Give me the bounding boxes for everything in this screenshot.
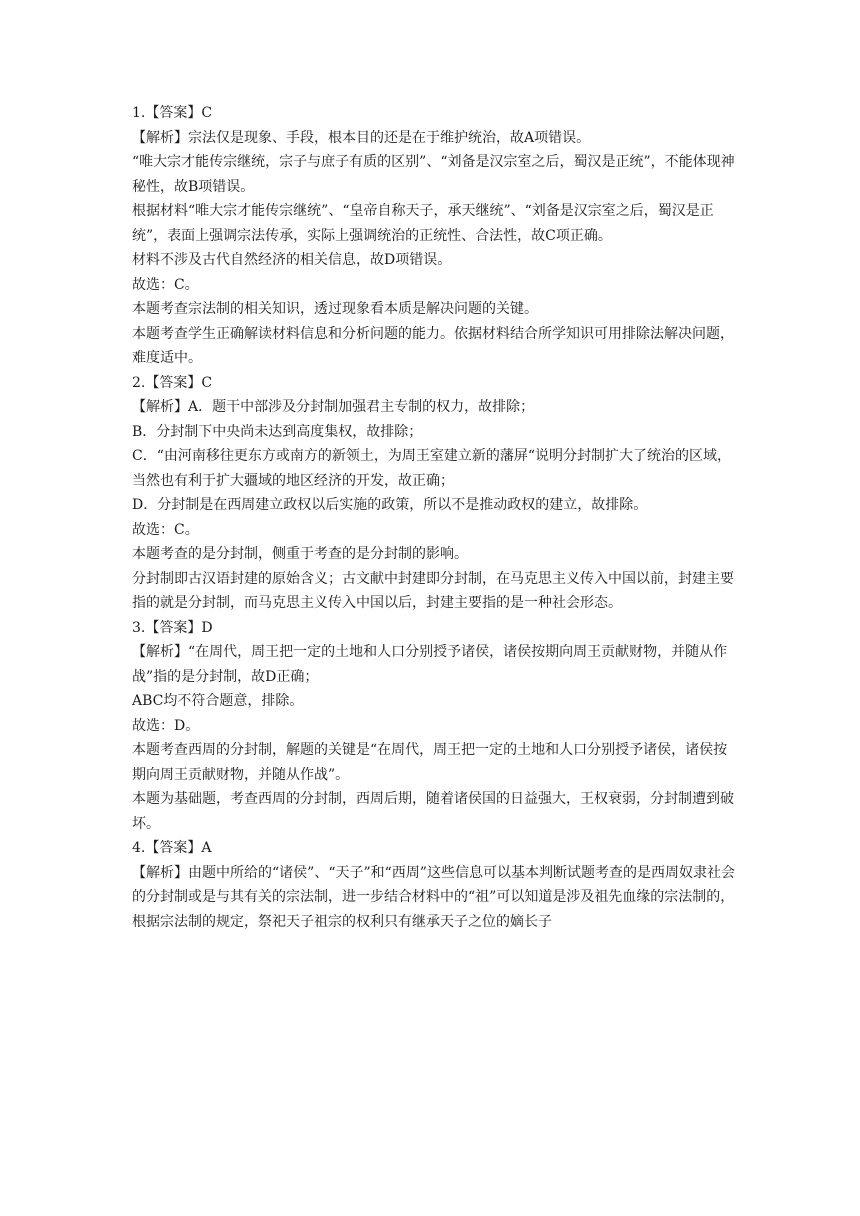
q3-point: 本题考查西周的分封制，解题的关键是“在周代，周王把一定的土地和人口分别授予诸侯，诸侯按期向周王贡献财物，并随从作战”。: [132, 742, 728, 783]
q1-analysis-b: “唯大宗才能传宗继统，宗子与庶子有质的区别”、“刘备是汉宗室之后，蜀汉是正统”，不能体现神秘性，故B项错误。: [132, 154, 735, 195]
q3-comment: 本题为基础题，考查西周的分封制，西周后期，随着诸侯国的日益强大，王权衰弱，分封制遭到破坏。: [132, 791, 734, 832]
answer-explanations: [132, 101, 737, 934]
q1-analysis-d: 材料不涉及古代自然经济的相关信息，故D项错误。: [132, 252, 452, 268]
q4-analysis: 【解析】由题中所给的“诸侯”、“天子”和“西周”这些信息可以基本判断试题考查的是西周奴隶社会的分封制或是与其有关的宗法制，进一步结合材料中的“祖”可以知道是涉及祖先血缘的宗法制的，根据宗法制的规定，祭祀天子祖宗的权利只有继承天子之位的嫡长子: [132, 864, 735, 930]
q3-choice: 故选：D。: [132, 717, 200, 734]
q3-analysis-d: 【解析】“在周代，周王把一定的土地和人口分别授予诸侯，诸侯按期向周王贡献财物，并随从作战”指的是分封制，故D正确；: [132, 644, 728, 685]
q2-analysis-b: B．分封制下中央尚未达到高度集权，故排除；: [132, 423, 423, 440]
q1-choice: 故选：C。: [132, 276, 199, 293]
q2-comment: 分封制即古汉语封建的原始含义；古文献中封建即分封制，在马克思主义传入中国以前，封建主要指的就是分封制，而马克思主义传入中国以后，封建主要指的是一种社会形态。: [132, 570, 734, 611]
q2-analysis-d: D．分封制是在西周建立政权以后实施的政策，所以不是推动政权的建立，故排除。: [132, 497, 648, 513]
q1-answer: 1.【答案】C: [132, 105, 213, 121]
q1-analysis-a: 【解析】宗法仅是现象、手段，根本目的还是在于维护统治，故A项错误。: [132, 129, 591, 146]
q2-analysis-c: C．“由河南移往更东方或南方的新领土，为周王室建立新的藩屏“说明分封制扩大了统治的区域，当然也有利于扩大疆域的地区经济的开发，故正确；: [132, 448, 732, 489]
q3-answer: 3.【答案】D: [132, 619, 213, 636]
q2-answer: 2.【答案】C: [132, 374, 213, 391]
q4-answer: 4.【答案】A: [132, 840, 212, 856]
q1-analysis-c: 根据材料“唯大宗才能传宗继统”、“皇帝自称天子，承天继统”、“刘备是汉宗室之后，蜀汉是正统”，表面上强调宗法传承，实际上强调统治的正统性、合法性，故C项正确。: [132, 203, 714, 244]
q3-analysis-abc: ABC均不符合题意，排除。: [132, 693, 304, 709]
q2-point: 本题考查的是分封制，侧重于考查的是分封制的影响。: [132, 546, 468, 562]
q1-comment: 本题考查学生正确解读材料信息和分析问题的能力。依据材料结合所学知识可用排除法解决问题，难度适中。: [132, 325, 734, 366]
q2-analysis-a: 【解析】A．题干中部涉及分封制加强君主专制的权力，故排除；: [132, 399, 535, 415]
q2-choice: 故选：C。: [132, 521, 199, 538]
q1-point: 本题考查宗法制的相关知识，透过现象看本质是解决问题的关键。: [132, 301, 538, 317]
